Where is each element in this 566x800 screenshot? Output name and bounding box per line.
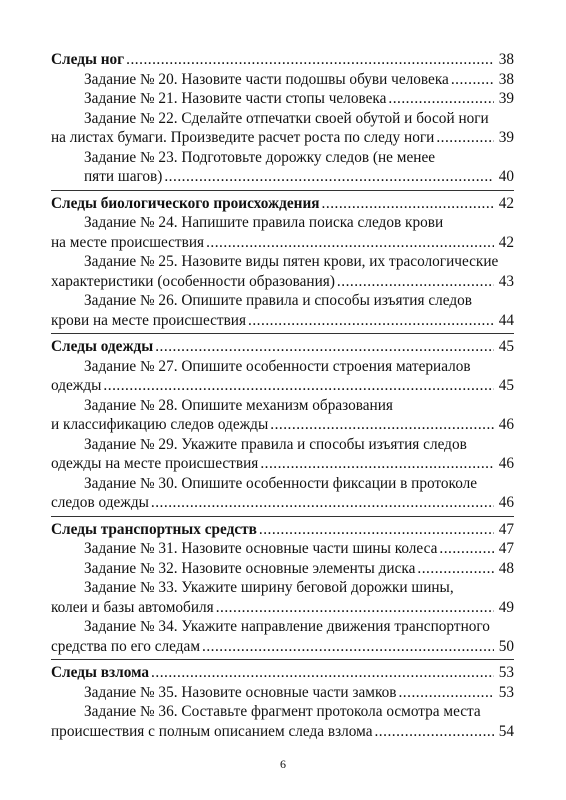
toc-entry	[51, 539, 514, 559]
toc-entry-line	[51, 396, 514, 416]
toc-entry-page-number: 44	[498, 311, 514, 329]
section-page-number: 53	[498, 664, 514, 681]
toc-entry-text: Задание № 28. Опишите механизм образования	[84, 396, 393, 414]
toc-entry-text: колеи и базы автомобиля	[51, 598, 214, 616]
toc-entry-page-number: 48	[498, 559, 514, 577]
toc-entry-text: Задание № 21. Назовите части стопы человека	[84, 90, 387, 107]
toc-entry-line	[51, 683, 514, 703]
toc-entry-text: Задание № 31. Назовите основные части шины колеса	[84, 540, 438, 557]
toc-entry-text: Задание № 25. Назовите виды пятен крови, их трасологические	[84, 253, 499, 270]
toc-entry	[51, 578, 514, 617]
toc-entry-line	[51, 435, 514, 455]
toc-entry-line	[51, 311, 514, 331]
toc-entry	[51, 702, 514, 741]
toc-entry-page-number: 43	[498, 272, 514, 290]
section-page-number: 38	[498, 51, 514, 68]
table-of-contents	[51, 50, 514, 747]
dot-leader	[270, 415, 494, 435]
toc-entry	[51, 252, 514, 291]
toc-entry-text: крови на месте происшествия	[51, 311, 247, 329]
toc-entry-line	[51, 233, 514, 253]
toc-section	[51, 520, 514, 661]
toc-entry-text: Задание № 36. Составьте фрагмент протокола осмотра места	[84, 703, 481, 720]
toc-entry-page-number: 45	[498, 377, 514, 394]
toc-entry-line	[51, 128, 514, 148]
toc-entry-text: Задание № 23. Подготовьте дорожку следов (не менее	[84, 148, 436, 166]
dot-leader	[248, 311, 494, 331]
toc-entry-text: средства по его следам	[51, 637, 200, 655]
dot-leader	[259, 520, 494, 540]
dot-leader	[322, 194, 494, 214]
toc-entry-text: Задание № 26. Опишите правила и способы изъятия следов	[84, 292, 472, 309]
section-heading-title: Следы ног	[51, 51, 125, 68]
toc-section	[51, 663, 514, 744]
section-heading	[51, 337, 514, 357]
toc-entry-page-number: 38	[498, 70, 514, 88]
section-heading	[51, 50, 514, 70]
toc-entry	[51, 291, 514, 330]
dot-leader	[103, 376, 494, 396]
toc-section	[51, 50, 514, 191]
dot-leader	[398, 683, 494, 703]
dot-leader	[451, 70, 494, 90]
toc-entry-text: на месте происшествия	[51, 233, 205, 251]
toc-entry-page-number: 46	[498, 416, 514, 433]
toc-entry-line	[51, 89, 514, 109]
toc-entry	[51, 70, 514, 90]
toc-entry	[51, 617, 514, 656]
toc-entry-line	[51, 109, 514, 129]
toc-entry-line	[51, 415, 514, 435]
toc-entry-page-number: 40	[498, 168, 514, 185]
toc-entry-text: происшествия с полным описанием следа взлома	[51, 722, 373, 740]
toc-entry-page-number: 39	[498, 129, 514, 146]
toc-entry-text: Задание № 34. Укажите направление движения транспортного	[84, 618, 490, 635]
toc-entry-text: характеристики (особенности образования)	[51, 272, 335, 290]
dot-leader	[206, 233, 494, 253]
dot-leader	[202, 637, 494, 657]
toc-entry-text: одежды на месте происшествия	[51, 455, 259, 472]
toc-entry	[51, 357, 514, 396]
toc-entry-page-number: 49	[498, 598, 514, 616]
dot-leader	[436, 128, 494, 148]
dot-leader	[216, 598, 494, 618]
section-page-number: 47	[498, 520, 514, 538]
toc-entry-line	[51, 213, 514, 233]
page-number: 6	[280, 757, 286, 771]
toc-entry-page-number: 53	[498, 683, 514, 701]
toc-entry-text: Задание № 24. Напишите правила поиска следов крови	[84, 214, 444, 231]
toc-entry	[51, 683, 514, 703]
toc-entry-text: на листах бумаги. Произведите расчет роста по следу ноги	[51, 129, 435, 146]
toc-entry-text: Задание № 22. Сделайте отпечатки своей обутой и босой ноги	[84, 109, 489, 127]
toc-entry-text: Задание № 33. Укажите ширину беговой дорожки шины,	[84, 579, 454, 596]
toc-entry-text: следов одежды	[51, 494, 149, 511]
toc-entry	[51, 474, 514, 513]
section-heading	[51, 194, 514, 214]
toc-entry-line	[51, 291, 514, 311]
toc-entry-line	[51, 252, 514, 272]
dot-leader	[388, 89, 494, 109]
section-heading	[51, 663, 514, 683]
dot-leader	[374, 722, 494, 742]
toc-entry	[51, 148, 514, 187]
toc-entry-text: Задание № 20. Назовите части подошвы обуви человека	[84, 70, 449, 88]
toc-section	[51, 194, 514, 335]
toc-entry	[51, 396, 514, 435]
toc-entry	[51, 559, 514, 579]
toc-entry-page-number: 50	[498, 637, 514, 655]
toc-entry-page-number: 46	[498, 494, 514, 511]
toc-entry-line	[51, 454, 514, 474]
toc-entry-line	[51, 637, 514, 657]
toc-section	[51, 337, 514, 517]
section-heading	[51, 520, 514, 540]
dot-leader	[337, 272, 494, 292]
dot-leader	[155, 337, 494, 357]
section-heading-title: Следы биологического происхождения	[51, 194, 320, 212]
toc-entry-text: Задание № 29. Укажите правила и способы изъятия следов	[84, 435, 467, 453]
toc-entry	[51, 435, 514, 474]
toc-entry-page-number: 54	[498, 722, 514, 740]
toc-entry-line	[51, 70, 514, 90]
toc-entry-line	[51, 357, 514, 377]
toc-entry-page-number: 46	[498, 455, 514, 472]
toc-entry-line	[51, 722, 514, 742]
section-page-number: 42	[498, 194, 514, 212]
toc-entry-line	[51, 167, 514, 187]
toc-entry-text: пяти шагов)	[84, 168, 163, 185]
toc-entry-line	[51, 376, 514, 396]
toc-entry-line	[51, 702, 514, 722]
toc-entry-line	[51, 559, 514, 579]
toc-entry-line	[51, 148, 514, 168]
section-heading-title: Следы одежды	[51, 338, 154, 355]
dot-leader	[417, 559, 494, 579]
toc-entry-line	[51, 272, 514, 292]
dot-leader	[151, 493, 494, 513]
toc-entry-line	[51, 578, 514, 598]
toc-entry	[51, 109, 514, 148]
dot-leader	[164, 167, 494, 187]
toc-entry-text: Задание № 32. Назовите основные элементы диска	[84, 559, 416, 577]
dot-leader	[126, 50, 494, 70]
section-heading-title: Следы транспортных средств	[51, 520, 257, 538]
toc-entry-line	[51, 617, 514, 637]
dot-leader	[439, 539, 494, 559]
toc-entry-text: и классификацию следов одежды	[51, 416, 269, 433]
dot-leader	[151, 663, 494, 683]
toc-entry	[51, 89, 514, 109]
toc-entry	[51, 213, 514, 252]
toc-entry-line	[51, 598, 514, 618]
toc-entry-line	[51, 493, 514, 513]
toc-entry-line	[51, 539, 514, 559]
toc-entry-text: Задание № 35. Назовите основные части замков	[84, 683, 397, 701]
toc-entry-page-number: 39	[498, 90, 514, 107]
toc-entry-text: Задание № 27. Опишите особенности строения материалов	[84, 357, 471, 375]
toc-entry-text: одежды	[51, 377, 102, 394]
toc-entry-text: Задание № 30. Опишите особенности фиксации в протоколе	[84, 474, 478, 492]
toc-entry-line	[51, 474, 514, 494]
dot-leader	[260, 454, 494, 474]
toc-entry-page-number: 42	[498, 233, 514, 251]
section-page-number: 45	[498, 338, 514, 355]
section-heading-title: Следы взлома	[51, 664, 150, 681]
toc-entry-page-number: 47	[498, 540, 514, 557]
